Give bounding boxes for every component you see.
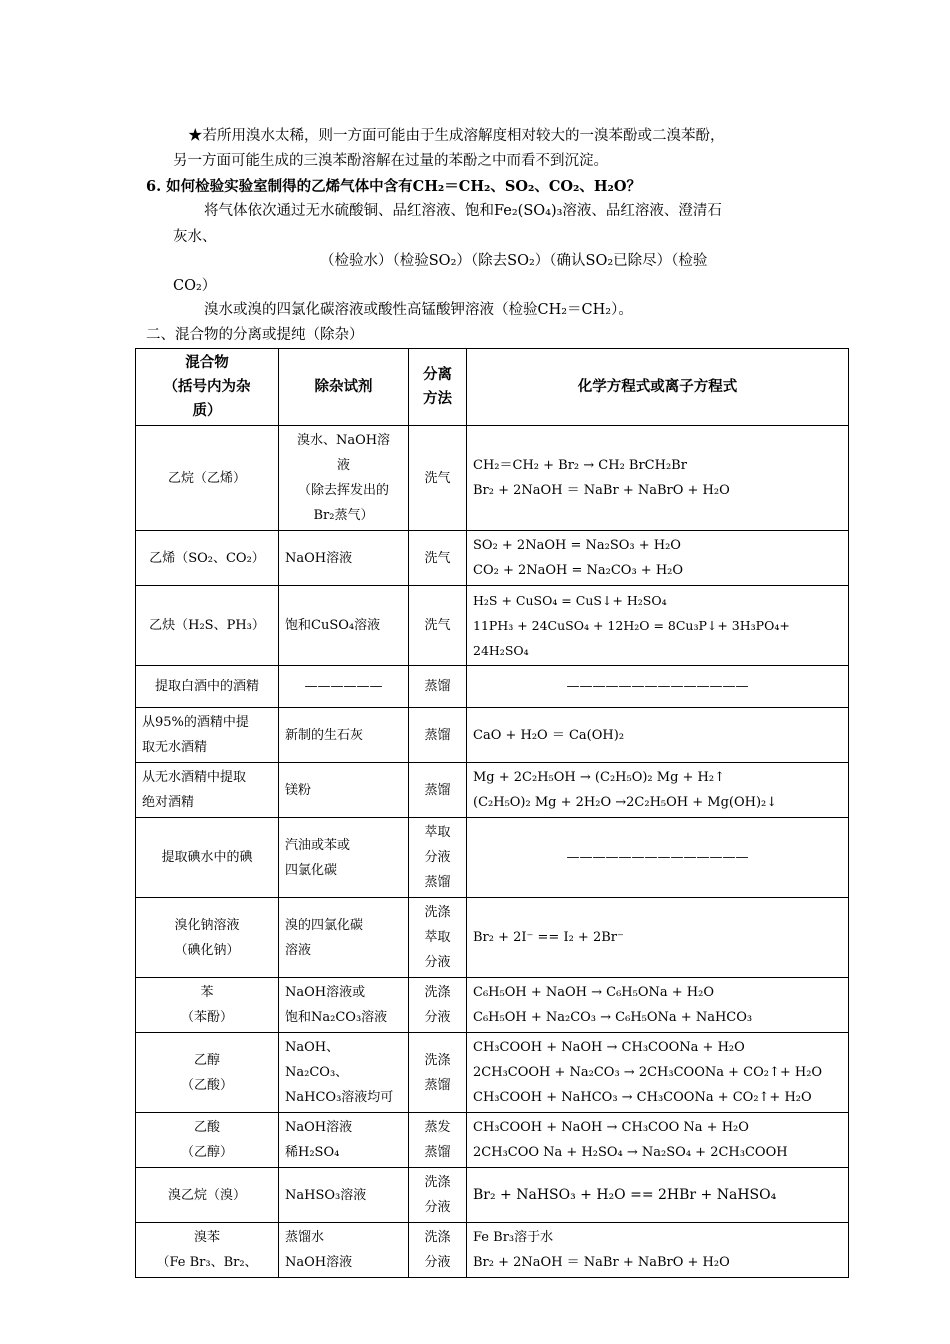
cell-equation: H₂S + CuSO₄ = CuS↓+ H₂SO₄ 11PH₃ + 24CuSO₄ + 12H₂O = 8Cu₃P↓+ 3H₃PO₄+ 24H₂SO₄ (467, 586, 849, 666)
cell-mixture: 乙炔（H₂S、PH₃） (136, 586, 279, 666)
cell-mixture: 乙烯（SO₂、CO₂） (136, 531, 279, 586)
cell-mixture: 乙醇 （乙酸） (136, 1033, 279, 1113)
star-note-line2: 另一方面可能生成的三溴苯酚溶解在过量的苯酚之中而看不到沉淀。 (173, 153, 608, 169)
cell-reagent: NaHSO₃溶液 (279, 1168, 409, 1223)
table-row (136, 978, 849, 1033)
table-row (136, 426, 849, 531)
cell-equation: Fe Br₃溶于水 Br₂ + 2NaOH ＝ NaBr + NaBrO + H₂O (467, 1223, 849, 1278)
cell-equation: SO₂ + 2NaOH = Na₂SO₃ + H₂O CO₂ + 2NaOH = Na₂CO₃ + H₂O (467, 531, 849, 586)
cell-reagent: NaOH溶液 稀H₂SO₄ (279, 1113, 409, 1168)
question-6-title: 6. 如何检验实验室制得的乙烯气体中含有CH₂＝CH₂、SO₂、CO₂、H₂O？ (146, 178, 642, 195)
cell-method: 洗气 (409, 586, 467, 666)
header-method: 分离 方法 (409, 349, 467, 426)
cell-mixture: 提取碘水中的碘 (136, 818, 279, 898)
cell-reagent: 溴水、NaOH溶 液 （除去挥发出的 Br₂蒸气） (279, 426, 409, 531)
cell-equation: Br₂ + NaHSO₃ + H₂O == 2HBr + NaHSO₄ (467, 1168, 849, 1223)
cell-equation: CH₃COOH + NaOH → CH₃COO Na + H₂O 2CH₃COO Na + H₂SO₄ → Na₂SO₄ + 2CH₃COOH (467, 1113, 849, 1168)
cell-mixture: 从无水酒精中提取 绝对酒精 (136, 763, 279, 818)
cell-method: 蒸馏 (409, 708, 467, 763)
cell-method: 洗涤 分液 (409, 1168, 467, 1223)
cell-equation: CH₂＝CH₂ + Br₂ → CH₂ BrCH₂Br Br₂ + 2NaOH ＝ NaBr + NaBrO + H₂O (467, 426, 849, 531)
cell-reagent: NaOH、Na₂CO₃、 NaHCO₃溶液均可 (279, 1033, 409, 1113)
cell-mixture: 提取白酒中的酒精 (136, 666, 279, 708)
star-note-line1: ★若所用溴水太稀，则一方面可能由于生成溶解度相对较大的一溴苯酚或二溴苯酚， (188, 128, 725, 144)
cell-method: 洗涤 萃取 分液 (409, 898, 467, 978)
separation-table (135, 348, 849, 1278)
cell-mixture: 苯 （苯酚） (136, 978, 279, 1033)
cell-equation: Br₂ + 2I⁻ == I₂ + 2Br⁻ (467, 898, 849, 978)
cell-method: 洗涤 分液 (409, 978, 467, 1033)
cell-equation: —————————————— (467, 666, 849, 708)
cell-mixture: 溴苯 （Fe Br₃、Br₂、 (136, 1223, 279, 1278)
cell-mixture: 乙烷（乙烯） (136, 426, 279, 531)
header-reagent: 除杂试剂 (279, 349, 409, 426)
cell-mixture: 乙酸 （乙醇） (136, 1113, 279, 1168)
q6-answer-line1: 将气体依次通过无水硫酸铜、品红溶液、饱和Fe₂(SO₄)₃溶液、品红溶液、澄清石 (204, 203, 722, 219)
cell-equation: C₆H₅OH + NaOH → C₆H₅ONa + H₂O C₆H₅OH + Na₂CO₃ → C₆H₅ONa + NaHCO₃ (467, 978, 849, 1033)
cell-reagent: 饱和CuSO₄溶液 (279, 586, 409, 666)
section-2-heading: 二、混合物的分离或提纯（除杂） (146, 327, 364, 343)
q6-answer-line2: 灰水、 (173, 229, 217, 245)
q6-answer-line4: CO₂） (173, 278, 217, 294)
cell-method: 洗涤 分液 (409, 1223, 467, 1278)
cell-reagent: 蒸馏水 NaOH溶液 (279, 1223, 409, 1278)
cell-mixture: 从95%的酒精中提 取无水酒精 (136, 708, 279, 763)
cell-method: 洗涤 蒸馏 (409, 1033, 467, 1113)
header-equation: 化学方程式或离子方程式 (467, 349, 849, 426)
cell-reagent: NaOH溶液 (279, 531, 409, 586)
cell-method: 萃取 分液 蒸馏 (409, 818, 467, 898)
cell-reagent: 新制的生石灰 (279, 708, 409, 763)
cell-equation: —————————————— (467, 818, 849, 898)
table-row (136, 1168, 849, 1223)
table-row (136, 763, 849, 818)
table-header-row (136, 349, 849, 426)
table-row (136, 898, 849, 978)
cell-method: 蒸馏 (409, 763, 467, 818)
cell-mixture: 溴化钠溶液 （碘化钠） (136, 898, 279, 978)
table-row (136, 1113, 849, 1168)
q6-answer-line5: 溴水或溴的四氯化碳溶液或酸性高锰酸钾溶液（检验CH₂＝CH₂）。 (204, 302, 633, 318)
cell-mixture: 溴乙烷（溴） (136, 1168, 279, 1223)
table-row (136, 586, 849, 666)
cell-reagent: 溴的四氯化碳 溶液 (279, 898, 409, 978)
cell-reagent: NaOH溶液或 饱和Na₂CO₃溶液 (279, 978, 409, 1033)
table-row (136, 708, 849, 763)
cell-equation: Mg + 2C₂H₅OH → (C₂H₅O)₂ Mg + H₂↑ (C₂H₅O)₂ Mg + 2H₂O →2C₂H₅OH + Mg(OH)₂↓ (467, 763, 849, 818)
cell-method: 蒸馏 (409, 666, 467, 708)
cell-equation: CH₃COOH + NaOH → CH₃COONa + H₂O 2CH₃COOH + Na₂CO₃ → 2CH₃COONa + CO₂↑+ H₂O CH₃COOH + NaHCO₃ → CH₃COONa + CO₂↑+ H₂O (467, 1033, 849, 1113)
table-row (136, 531, 849, 586)
table-row (136, 1223, 849, 1278)
table-row (136, 818, 849, 898)
cell-reagent: 镁粉 (279, 763, 409, 818)
cell-equation: CaO + H₂O ＝ Ca(OH)₂ (467, 708, 849, 763)
cell-reagent: 汽油或苯或 四氯化碳 (279, 818, 409, 898)
cell-method: 洗气 (409, 426, 467, 531)
cell-method: 蒸发 蒸馏 (409, 1113, 467, 1168)
cell-method: 洗气 (409, 531, 467, 586)
table-row (136, 1033, 849, 1113)
header-mixture: 混合物 （括号内为杂 质） (136, 349, 279, 426)
cell-reagent: —————— (279, 666, 409, 708)
q6-answer-line3: （检验水）（检验SO₂）（除去SO₂）（确认SO₂已除尽）（检验 (320, 253, 708, 269)
table-row (136, 666, 849, 708)
